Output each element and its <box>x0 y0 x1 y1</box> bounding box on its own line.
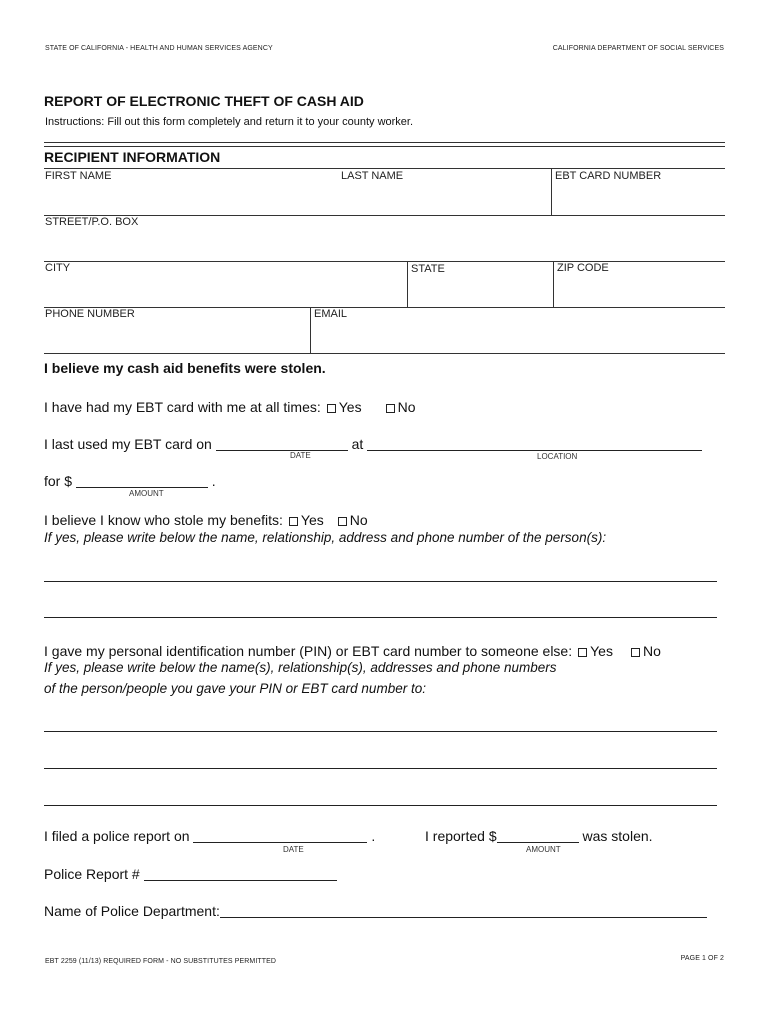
amount-field[interactable] <box>76 474 208 488</box>
know-who-question <box>44 512 368 528</box>
last-used-row <box>44 436 702 452</box>
gave-pin-instructions-2: of the person/people you gave your PIN or EBT card number to: <box>44 681 426 696</box>
last-used-label: I last used my EBT card on <box>44 436 212 452</box>
police-report-label: I filed a police report on <box>44 828 190 844</box>
recipient-rule <box>44 168 725 169</box>
divider-bottom <box>44 146 725 147</box>
reported-amount-caption: AMOUNT <box>526 845 561 854</box>
police-report-number-label: Police Report # <box>44 866 140 882</box>
police-report-date-caption: DATE <box>283 845 304 854</box>
state-divider <box>407 261 408 308</box>
card-with-me-question <box>44 399 416 415</box>
police-report-date-field[interactable] <box>193 829 367 843</box>
card-with-me-label: I have had my EBT card with me at all times: <box>44 399 321 415</box>
last-used-location-caption: LOCATION <box>537 452 578 461</box>
card-with-me-no-label: No <box>397 399 416 415</box>
first-name-label: FIRST NAME <box>45 170 112 182</box>
row4-rule <box>44 353 725 354</box>
row3-rule <box>44 307 725 308</box>
know-who-line-2[interactable] <box>44 617 717 618</box>
last-name-label: LAST NAME <box>341 170 404 182</box>
police-report-number-row <box>44 866 337 882</box>
email-divider <box>310 307 311 354</box>
gave-pin-no-label: No <box>642 643 661 659</box>
last-used-location-field[interactable] <box>367 437 702 451</box>
reported-suffix: was stolen. <box>582 828 653 844</box>
gave-pin-question <box>44 643 661 659</box>
amount-row: for $ . <box>44 473 216 489</box>
card-with-me-yes-label: Yes <box>338 399 362 415</box>
phone-label: PHONE NUMBER <box>45 308 135 320</box>
card-with-me-no-checkbox[interactable] <box>386 404 395 413</box>
zip-divider <box>553 261 554 308</box>
police-department-field[interactable] <box>220 904 707 918</box>
know-who-instructions: If yes, please write below the name, relationship, address and phone number of the person(s): <box>44 530 607 545</box>
zip-label: ZIP CODE <box>557 262 609 274</box>
police-report-number-field[interactable] <box>144 867 337 881</box>
form-id: EBT 2259 (11/13) REQUIRED FORM - NO SUBSTITUTES PERMITTED <box>45 958 277 965</box>
page-number: PAGE 1 OF 2 <box>680 955 724 962</box>
gave-pin-line-2[interactable] <box>44 768 717 769</box>
gave-pin-line-3[interactable] <box>44 805 717 806</box>
know-who-no-checkbox[interactable] <box>338 517 347 526</box>
row1-rule <box>44 215 725 216</box>
reported-amount-field[interactable] <box>497 829 579 843</box>
know-who-yes-label: Yes <box>300 512 324 528</box>
reported-row <box>425 828 653 844</box>
city-label: CITY <box>45 262 71 274</box>
know-who-no-label: No <box>349 512 368 528</box>
gave-pin-yes-checkbox[interactable] <box>578 648 587 657</box>
last-used-date-caption: DATE <box>290 451 311 460</box>
know-who-line-1[interactable] <box>44 581 717 582</box>
know-who-label: I believe I know who stole my benefits: <box>44 512 283 528</box>
card-with-me-yes-checkbox[interactable] <box>327 404 336 413</box>
department-header: CALIFORNIA DEPARTMENT OF SOCIAL SERVICES <box>552 45 724 52</box>
theft-heading: I believe my cash aid benefits were stolen. <box>44 360 326 376</box>
gave-pin-label: I gave my personal identification number (PIN) or EBT card number to someone else: <box>44 643 573 659</box>
divider-top <box>44 142 725 143</box>
gave-pin-no-checkbox[interactable] <box>631 648 640 657</box>
last-used-at-label: at <box>351 436 364 452</box>
ebt-divider <box>551 168 552 216</box>
gave-pin-line-1[interactable] <box>44 731 717 732</box>
amount-prefix: for $ <box>44 473 73 489</box>
row2-rule <box>44 261 725 262</box>
email-label: EMAIL <box>314 308 348 320</box>
street-label: STREET/P.O. BOX <box>45 216 139 228</box>
form-instructions: Instructions: Fill out this form completely and return it to your county worker. <box>45 116 414 128</box>
police-report-row: I filed a police report on . <box>44 828 376 844</box>
last-used-date-field[interactable] <box>216 437 348 451</box>
form-title: REPORT OF ELECTRONIC THEFT OF CASH AID <box>44 93 364 109</box>
know-who-yes-checkbox[interactable] <box>289 517 298 526</box>
ebt-card-number-label: EBT CARD NUMBER <box>555 170 662 182</box>
police-department-label: Name of Police Department: <box>44 903 220 919</box>
gave-pin-yes-label: Yes <box>590 643 613 659</box>
agency-header: STATE OF CALIFORNIA - HEALTH AND HUMAN SERVICES AGENCY <box>45 45 273 52</box>
reported-prefix: I reported $ <box>425 828 497 844</box>
state-label: STATE <box>411 263 445 275</box>
amount-caption: AMOUNT <box>129 489 164 498</box>
recipient-section-title: RECIPIENT INFORMATION <box>44 149 221 165</box>
police-department-row <box>44 903 707 919</box>
gave-pin-instructions-1: If yes, please write below the name(s), relationship(s), addresses and phone numbers <box>44 660 557 675</box>
